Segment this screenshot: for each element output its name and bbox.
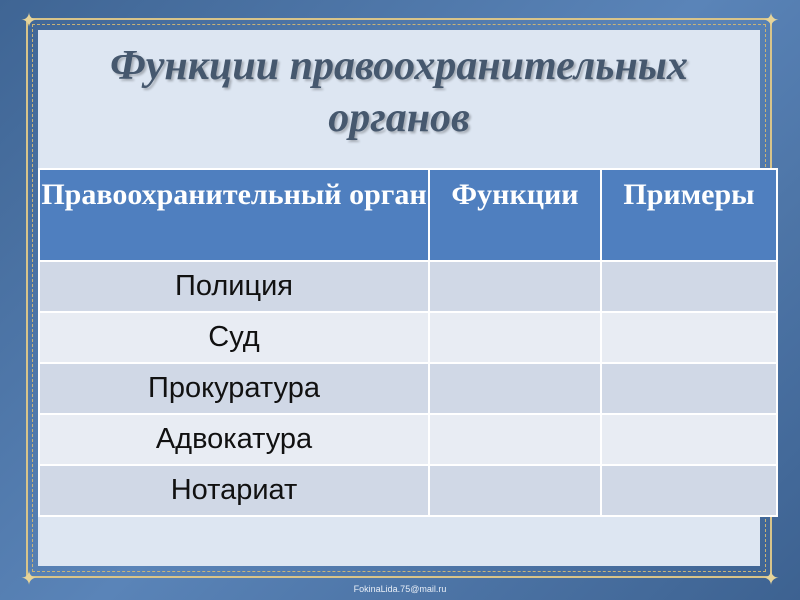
corner-ornament-icon: ✦ <box>762 10 780 32</box>
examples-cell <box>601 363 777 414</box>
organ-cell: Адвокатура <box>39 414 429 465</box>
functions-cell <box>429 414 601 465</box>
title-line-1: Функции правоохранительных <box>110 43 688 89</box>
table-row <box>39 465 777 516</box>
table-row <box>39 261 777 312</box>
organ-cell: Прокуратура <box>39 363 429 414</box>
examples-cell <box>601 261 777 312</box>
functions-cell <box>429 312 601 363</box>
organ-cell: Нотариат <box>39 465 429 516</box>
title-line-2: органов <box>328 95 470 141</box>
header-cell-organ: Правоохранительный орган <box>39 169 429 261</box>
examples-cell <box>601 414 777 465</box>
organ-cell: Суд <box>39 312 429 363</box>
corner-ornament-icon: ✦ <box>20 568 38 590</box>
slide-content <box>38 30 760 566</box>
table-row <box>39 363 777 414</box>
examples-cell <box>601 312 777 363</box>
table-row <box>39 414 777 465</box>
table-header-row <box>39 169 777 261</box>
corner-ornament-icon: ✦ <box>762 568 780 590</box>
footer-email: FokinaLida.75@mail.ru <box>353 584 447 594</box>
corner-ornament-icon: ✦ <box>20 10 38 32</box>
functions-cell <box>429 363 601 414</box>
slide-title <box>38 40 760 144</box>
header-cell-examples: Примеры <box>601 169 777 261</box>
functions-cell <box>429 465 601 516</box>
functions-table <box>38 168 778 517</box>
header-cell-functions: Функции <box>429 169 601 261</box>
organ-cell: Полиция <box>39 261 429 312</box>
table-row <box>39 312 777 363</box>
functions-cell <box>429 261 601 312</box>
examples-cell <box>601 465 777 516</box>
